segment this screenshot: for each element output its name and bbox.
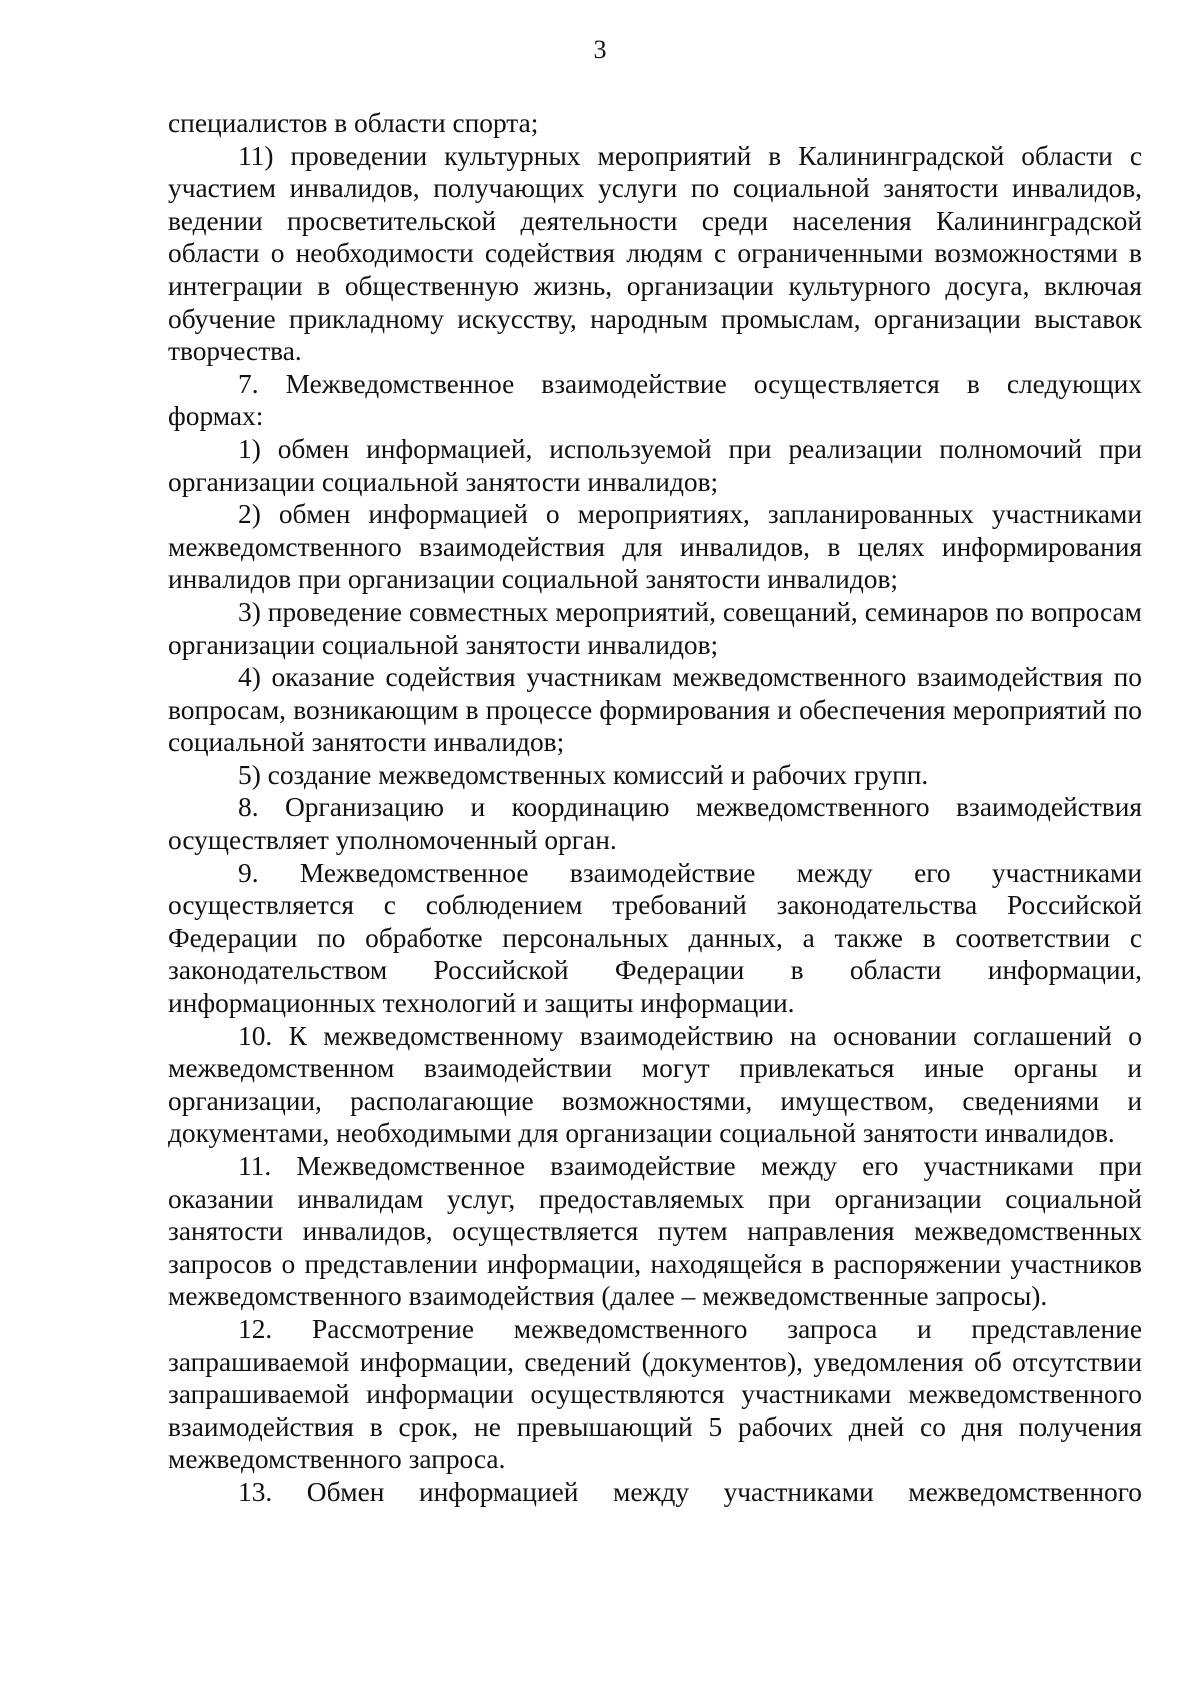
paragraph: специалистов в области спорта; (168, 108, 539, 138)
document-body (168, 107, 1142, 1509)
paragraph: 10. К межведомственному взаимодействию на основании соглашений о межведомственном взаимодействии могут привлекаться иные органы и организации, располагающие возможностями, имуществом, сведениями и документами, необходимыми для организации социальной занятости инвалидов. (168, 1020, 1142, 1149)
paragraph: 8. Организацию и координацию межведомственного взаимодействия осуществляет уполномоченный орган. (168, 792, 1142, 856)
paragraph: 5) создание межведомственных комиссий и рабочих групп. (238, 759, 929, 790)
paragraph: 7. Межведомственное взаимодействие осуществляется в следующих формах: (168, 368, 1142, 432)
paragraph: 3) проведение совместных мероприятий, совещаний, семинаров по вопросам организации социальной занятости инвалидов; (168, 596, 1142, 660)
page-number: 3 (593, 35, 607, 64)
paragraph: 2) обмен информацией о мероприятиях, запланированных участниками межведомственного взаимодействия для инвалидов, в целях информирования инвалидов при организации социальной занятости инвалидов; (168, 499, 1142, 595)
paragraph: 9. Межведомственное взаимодействие между его участниками осуществляется с соблюдением требований законодательства Российской Федерации по обработке персональных данных, а также в соответствии с законодательством Российской Федерации в области информации, информационных технологий и защиты информации. (168, 857, 1142, 1019)
paragraph: 1) обмен информацией, используемой при реализации полномочий при организации социальной занятости инвалидов; (168, 433, 1142, 497)
paragraph: 4) оказание содействия участникам межведомственного взаимодействия по вопросам, возникающим в процессе формирования и обеспечения мероприятий по социальной занятости инвалидов; (168, 662, 1142, 758)
paragraph: 12. Рассмотрение межведомственного запроса и представление запрашиваемой информации, сведений (документов), уведомления об отсутствии запрашиваемой информации осуществляются участниками межведомственного взаимодействия в срок, не превышающий 5 рабочих дней со дня получения межведомственного запроса. (168, 1313, 1142, 1475)
paragraph: 11) проведении культурных мероприятий в Калининградской области с участием инвалидов, получающих услуги по социальной занятости инвалидов, ведении просветительской деятельности среди населения Калининградской области о необходимости содействия людям с ограниченными возможностями в интеграции в общественную жизнь, организации культурного досуга, включая обучение прикладному искусству, народным промыслам, организации выставок творчества. (168, 140, 1142, 367)
paragraph: 13. Обмен информацией между участниками межведомственного (238, 1476, 1142, 1507)
paragraph: 11. Межведомственное взаимодействие между его участниками при оказании инвалидам услуг, предоставляемых при организации социальной занятости инвалидов, осуществляется путем направления межведомственных запросов о представлении информации, находящейся в распоряжении участников межведомственного взаимодействия (далее – межведомственные запросы). (168, 1151, 1142, 1312)
